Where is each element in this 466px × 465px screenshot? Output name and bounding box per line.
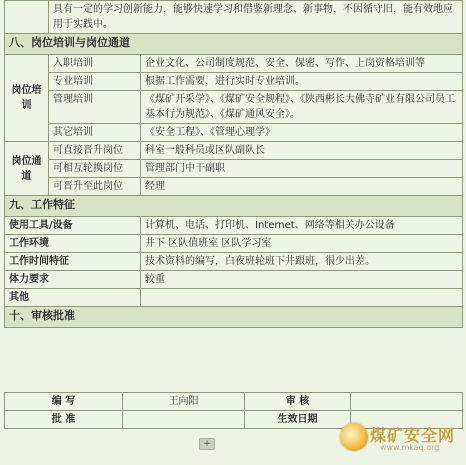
table-move-handle[interactable]: + [199,438,215,450]
section-training-header [5,34,463,55]
training-row [5,55,463,73]
training-name: 专业培训 [49,73,141,91]
work-content [141,289,463,307]
channel-content: 科室一般科员或区队副队长 [141,142,463,160]
channel-name: 可直接晋升岗位 [49,142,141,160]
channel-row [5,160,463,178]
work-name: 使用工具/设备 [5,217,141,235]
section-training-title: 八、岗位培训与岗位通道 [5,34,463,55]
work-content: 计算机、电话、打印机、Internet、网络等相关办公设备 [141,217,463,235]
intro-text: 具有一定的学习创新能力，能够快速学习和借鉴新理念、新事物，不因循守旧，能有效地应用于实践中。 [49,1,463,34]
review-value [351,393,463,411]
work-row [5,235,463,253]
effective-date-label: 生效日期 [245,411,351,429]
channel-name: 可相互轮换岗位 [49,160,141,178]
work-row [5,253,463,271]
intro-row [5,1,463,34]
channel-name: 可晋升至此岗位 [49,178,141,196]
approve-label: 批 准 [5,411,123,429]
section-approval-title: 十、审核批准 [5,307,463,328]
training-row [5,124,463,142]
channel-content: 管理部门中干副职 [141,160,463,178]
watermark-url: www.mkaq.org [380,443,440,452]
training-row [5,73,463,91]
training-name: 管理培训 [49,91,141,124]
work-content: 技术资料的编写，白夜班轮班下井跟班，很少出差。 [141,253,463,271]
work-name: 工作时间特征 [5,253,141,271]
work-row [5,217,463,235]
author-value: 王向阳 [123,393,245,411]
channel-row [5,142,463,160]
training-name: 入职培训 [49,55,141,73]
approve-value [123,411,245,429]
channel-content: 经理 [141,178,463,196]
training-name: 其它培训 [49,124,141,142]
work-row [5,289,463,307]
author-label: 编 写 [5,393,123,411]
section-conditions-title: 九、工作特征 [5,196,463,217]
work-name: 工作环境 [5,235,141,253]
work-content: 较重 [141,271,463,289]
watermark-text: 煤矿安全网 [370,426,456,445]
section-approval-header [5,307,463,328]
channel-row [5,178,463,196]
training-content: 《煤矿开采学》、《煤矿安全规程》、《陕西彬长大佛寺矿业有限公司员工基本行为规范》、《煤矿通风安全》。 [141,91,463,124]
channel-label: 岗位通道 [5,142,49,196]
training-content: 企业文化、公司制度规范、安全、保密、写作、上岗资格培训等 [141,55,463,73]
work-name: 其他 [5,289,141,307]
work-content: 井下 区队值班室 区队学习室 [141,235,463,253]
job-description-table [4,0,463,328]
approval-row [5,393,463,411]
training-label: 岗位培训 [5,55,49,142]
review-label: 审 核 [245,393,351,411]
training-row [5,91,463,124]
work-row [5,271,463,289]
site-watermark [340,419,460,459]
section-conditions-header [5,196,463,217]
training-content: 根据工作需要，进行实时专业培训。 [141,73,463,91]
work-name: 体力要求 [5,271,141,289]
mining-logo-icon [340,423,368,451]
training-content: 《安全工程》、《管理心理学》 [141,124,463,142]
